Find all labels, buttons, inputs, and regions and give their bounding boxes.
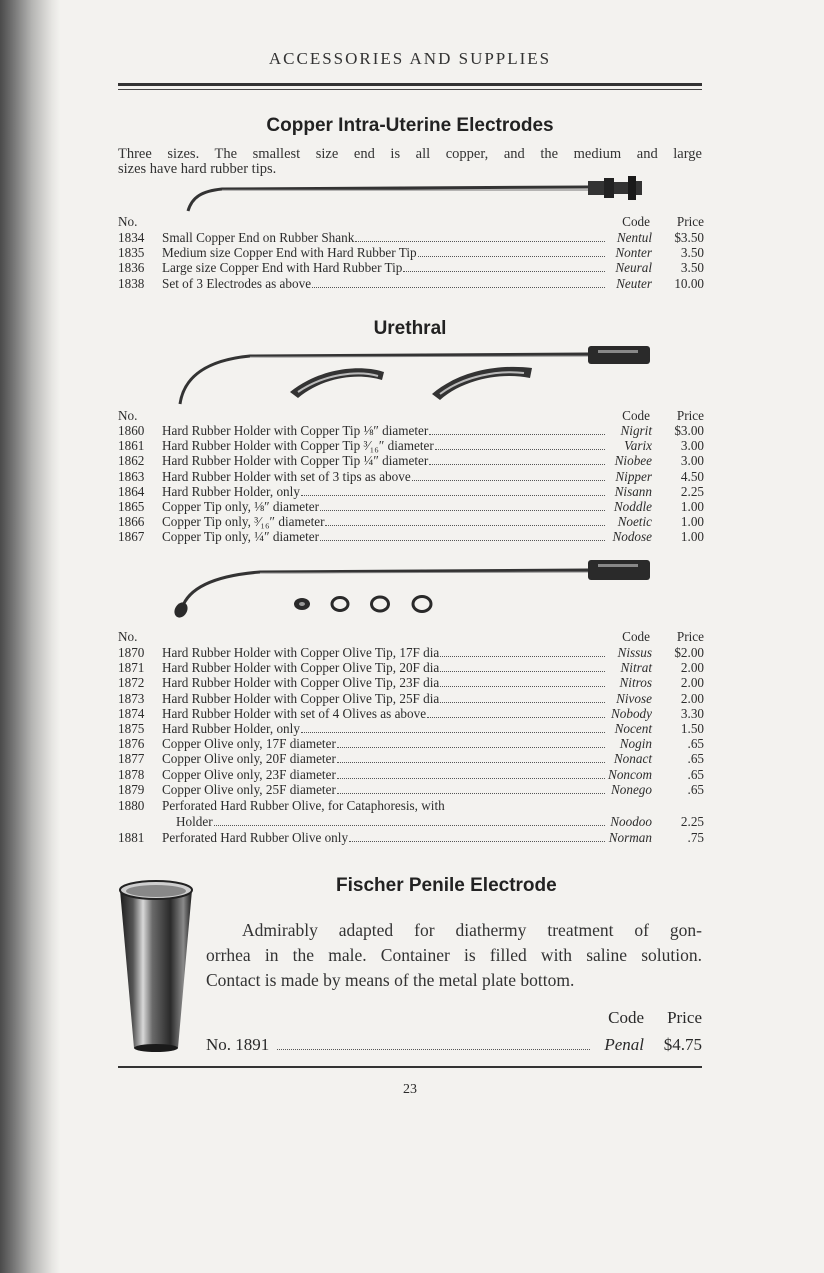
item-description: Hard Rubber Holder with Copper Tip ¼″ diameter <box>162 453 429 469</box>
dot-leader <box>429 464 605 465</box>
dot-leader <box>214 825 605 826</box>
item-number: 1870 <box>118 645 145 660</box>
item-price: 4.50 <box>680 468 704 484</box>
item-number: 1838 <box>118 275 145 291</box>
item-price: 2.00 <box>680 660 704 676</box>
fischer-section-title: Fischer Penile Electrode <box>336 875 557 896</box>
item-description: Copper Olive only, 25F diameter <box>162 781 336 797</box>
item-description: Hard Rubber Holder with Copper Tip ⅛″ diameter <box>162 423 429 438</box>
fischer-price: $4.75 <box>663 1035 702 1054</box>
code-column-header: Code <box>608 1008 644 1027</box>
copper-section-title: Copper Intra-Uterine Electrodes <box>266 115 554 136</box>
header-rule-thick <box>118 83 702 86</box>
dot-leader <box>301 495 605 496</box>
item-code: Nentul <box>616 230 652 245</box>
item-price: .65 <box>687 751 704 767</box>
item-number: 1879 <box>118 781 145 797</box>
dot-leader <box>440 656 605 657</box>
item-description-wrap <box>162 484 606 500</box>
dot-leader <box>403 271 605 272</box>
item-description: Hard Rubber Holder, only <box>162 721 300 736</box>
price-column-header: Price <box>667 1008 702 1027</box>
item-number: 1865 <box>118 499 145 514</box>
table-row <box>118 453 704 468</box>
item-description-wrap <box>162 751 606 767</box>
fischer-item-wrap <box>206 1035 592 1055</box>
fischer-item-label: No. 1891 <box>206 1035 270 1054</box>
item-price: 10.00 <box>674 275 704 291</box>
dot-leader <box>337 747 605 748</box>
fischer-line2: orrhea in the male. Container is filled with saline solution. <box>206 945 702 965</box>
dot-leader <box>440 671 605 672</box>
table-row <box>118 782 704 797</box>
item-description-wrap <box>162 660 606 676</box>
item-description-wrap <box>162 499 606 515</box>
item-code: Nissus <box>617 645 652 660</box>
dot-leader <box>320 510 605 511</box>
olive-tip-23f <box>372 597 389 611</box>
item-description: Set of 3 Electrodes as above <box>162 275 312 291</box>
dot-leader <box>418 256 605 257</box>
table-row <box>118 276 704 291</box>
item-description-wrap <box>162 245 606 261</box>
item-code: Noddle <box>613 499 652 514</box>
item-description-wrap <box>162 736 606 752</box>
item-description: Large size Copper End with Hard Rubber Tip <box>162 260 403 276</box>
no-column-header: No. <box>118 629 138 644</box>
table-row <box>118 484 704 499</box>
copper-table-header <box>118 214 704 229</box>
fischer-line1: Admirably adapted for diathermy treatment of gon- <box>242 920 702 940</box>
urethral-table-header <box>118 408 704 423</box>
item-number: 1871 <box>118 660 145 676</box>
table-row <box>118 645 704 660</box>
table-row <box>118 767 704 782</box>
dot-leader <box>435 449 605 450</box>
dot-leader <box>429 434 605 435</box>
table-row <box>118 660 704 675</box>
item-description: Copper Olive only, 17F diameter <box>162 736 336 752</box>
dot-leader <box>349 841 605 842</box>
item-description-wrap <box>162 469 606 485</box>
item-description-wrap <box>162 276 606 292</box>
copper-intro-line2: sizes have hard rubber tips. <box>118 161 277 177</box>
fischer-code: Penal <box>604 1035 644 1054</box>
dot-leader <box>440 702 605 703</box>
item-price: 2.00 <box>680 690 704 706</box>
table-row-1881 <box>118 830 704 845</box>
item-price: 2.25 <box>680 483 704 499</box>
item-description-wrap <box>162 514 606 530</box>
code-column-header: Code <box>622 214 650 229</box>
item-code: Norman <box>608 830 652 845</box>
no-column-header: No. <box>118 214 138 229</box>
item-code: Nisann <box>614 483 652 499</box>
item-description-wrap <box>162 782 606 798</box>
item-code: Nipper <box>615 468 652 484</box>
item-description: Hard Rubber Holder with Copper Olive Tip, 25F dia <box>162 690 440 706</box>
item-description-line1: Perforated Hard Rubber Olive, for Cataphoresis, with <box>162 798 445 813</box>
item-code: Nodose <box>612 529 652 545</box>
dot-leader <box>312 287 605 288</box>
table-row <box>118 514 704 529</box>
item-description-wrap <box>162 691 606 707</box>
olive-electrode-illustration <box>170 552 660 622</box>
dot-leader <box>355 241 605 242</box>
item-description: Copper Olive only, 23F diameter <box>162 766 336 782</box>
table-row <box>118 469 704 484</box>
item-description-wrap <box>162 675 606 691</box>
item-price: 3.50 <box>680 245 704 261</box>
item-number: 1876 <box>118 736 145 752</box>
item-code: Nitros <box>619 675 652 691</box>
item-description-wrap <box>162 830 606 846</box>
footer-rule <box>118 1066 702 1068</box>
price-column-header: Price <box>676 629 704 644</box>
item-description: Copper Olive only, 20F diameter <box>162 751 336 767</box>
urethral-electrode-illustration <box>170 338 660 410</box>
item-description-line2: Holder <box>176 814 213 829</box>
table-row <box>118 529 704 544</box>
item-price: 3.00 <box>680 438 704 454</box>
item-description-line2-wrap <box>176 814 606 830</box>
price-column-header: Price <box>676 214 704 229</box>
item-code: Nogin <box>619 736 652 752</box>
item-number: 1863 <box>118 468 145 484</box>
item-number: 1872 <box>118 675 145 691</box>
dot-leader <box>427 717 605 718</box>
code-column-header: Code <box>622 629 650 644</box>
item-description-wrap <box>162 529 606 545</box>
item-description: Hard Rubber Holder with set of 3 tips as above <box>162 468 411 484</box>
item-price: 2.25 <box>680 814 704 829</box>
item-number: 1875 <box>118 721 145 736</box>
dot-leader <box>301 732 605 733</box>
item-number: 1874 <box>118 705 145 721</box>
running-head: ACCESSORIES AND SUPPLIES <box>268 49 552 68</box>
item-number: 1877 <box>118 751 145 767</box>
dot-leader <box>337 762 605 763</box>
item-price: 1.00 <box>680 529 704 545</box>
fischer-line3: Contact is made by means of the metal plate bottom. <box>206 970 575 990</box>
dot-leader <box>320 540 605 541</box>
item-price: 1.00 <box>680 499 704 514</box>
table-row <box>118 245 704 260</box>
item-description: Hard Rubber Holder with Copper Olive Tip, 20F dia <box>162 660 440 676</box>
item-description: Copper Tip only, ¼″ diameter <box>162 529 320 545</box>
item-price: 2.00 <box>680 675 704 691</box>
item-description: Hard Rubber Holder with Copper Tip ³⁄₁₆″ diameter <box>162 438 434 454</box>
olive-tip-20f <box>332 598 348 611</box>
item-description: Hard Rubber Holder with Copper Olive Tip, 23F dia <box>162 675 440 691</box>
fischer-electrode-cup-illustration <box>116 876 196 1056</box>
item-code: Noodoo <box>610 814 652 829</box>
dot-leader <box>337 778 605 779</box>
item-description: Hard Rubber Holder with Copper Olive Tip, 17F dia <box>162 645 440 660</box>
table-row <box>118 706 704 721</box>
table-row-1880 <box>118 798 704 830</box>
item-code: Nonter <box>615 245 652 261</box>
item-price: .65 <box>687 766 704 782</box>
item-description-wrap <box>162 645 606 661</box>
item-description-wrap <box>162 706 606 722</box>
item-code: Nonact <box>613 751 652 767</box>
item-description: Hard Rubber Holder, only <box>162 483 300 499</box>
item-number: 1867 <box>118 529 145 545</box>
olive-table-header <box>118 629 704 644</box>
item-description: Hard Rubber Holder with set of 4 Olives as above <box>162 705 427 721</box>
code-column-header: Code <box>622 408 650 423</box>
table-row <box>118 423 704 438</box>
item-number: 1866 <box>118 514 145 530</box>
item-number: 1836 <box>118 260 145 276</box>
dot-leader <box>325 525 605 526</box>
page-number: 23 <box>403 1082 417 1097</box>
item-number: 1834 <box>118 230 145 245</box>
item-description-wrap <box>162 721 606 737</box>
dot-leader <box>440 686 605 687</box>
table-row <box>118 721 704 736</box>
fischer-description <box>206 918 702 993</box>
table-row <box>118 691 704 706</box>
item-price: 1.50 <box>680 721 704 736</box>
item-price: $3.00 <box>674 423 704 438</box>
copper-intro-line1: Three sizes. The smallest size end is all copper, and the medium and large <box>118 146 702 162</box>
item-number: 1880 <box>118 798 145 813</box>
table-row <box>118 736 704 751</box>
table-row <box>118 230 704 245</box>
table-row <box>118 751 704 766</box>
item-price: $2.00 <box>674 645 704 660</box>
item-description-wrap <box>162 453 606 469</box>
item-number: 1835 <box>118 245 145 261</box>
header-rule-thin <box>118 89 702 90</box>
item-code: Nigrit <box>620 423 652 438</box>
fischer-table-header <box>206 1008 702 1030</box>
table-row <box>118 675 704 690</box>
item-description: Medium size Copper End with Hard Rubber Tip <box>162 245 417 261</box>
item-price: 1.00 <box>680 514 704 530</box>
item-code: Noncom <box>608 766 652 782</box>
item-price: 3.00 <box>680 453 704 469</box>
item-code: Nobody <box>610 705 652 721</box>
item-price: .65 <box>687 781 704 797</box>
no-column-header: No. <box>118 408 138 423</box>
table-row <box>118 499 704 514</box>
item-number: 1862 <box>118 453 145 469</box>
item-description-wrap <box>162 438 606 454</box>
item-code: Nonego <box>610 781 652 797</box>
item-price: 3.50 <box>680 260 704 276</box>
item-number: 1881 <box>118 830 145 845</box>
item-code: Nitrat <box>620 660 652 676</box>
table-row <box>118 438 704 453</box>
item-description-wrap <box>162 767 606 783</box>
item-price: 3.30 <box>680 705 704 721</box>
item-code: Noetic <box>617 514 652 530</box>
fischer-price-row <box>206 1035 702 1057</box>
olive-tip-25f <box>413 597 431 612</box>
item-description-wrap <box>162 230 606 246</box>
item-description: Small Copper End on Rubber Shank <box>162 230 355 245</box>
item-price: $3.50 <box>674 230 704 245</box>
item-code: Nocent <box>614 721 652 736</box>
item-number: 1878 <box>118 766 145 782</box>
item-description-wrap <box>162 260 606 276</box>
table-row <box>118 260 704 275</box>
dot-leader <box>277 1049 590 1050</box>
item-number: 1861 <box>118 438 145 454</box>
item-price: .75 <box>687 830 704 845</box>
item-description: Perforated Hard Rubber Olive only <box>162 830 349 845</box>
item-number: 1864 <box>118 483 145 499</box>
item-description: Copper Tip only, ⅛″ diameter <box>162 499 320 514</box>
item-code: Varix <box>624 438 652 454</box>
item-number: 1860 <box>118 423 145 438</box>
item-description: Copper Tip only, ³⁄₁₆″ diameter <box>162 514 325 530</box>
item-description-wrap <box>162 423 606 439</box>
item-code: Neuter <box>616 275 652 291</box>
item-price: .65 <box>687 736 704 752</box>
urethral-section-title: Urethral <box>373 318 447 339</box>
item-number: 1873 <box>118 690 145 706</box>
dot-leader <box>412 480 605 481</box>
item-code: Niobee <box>614 453 652 469</box>
dot-leader <box>337 793 605 794</box>
item-code: Nivose <box>616 690 652 706</box>
item-code: Neural <box>615 260 652 276</box>
price-column-header: Price <box>676 408 704 423</box>
